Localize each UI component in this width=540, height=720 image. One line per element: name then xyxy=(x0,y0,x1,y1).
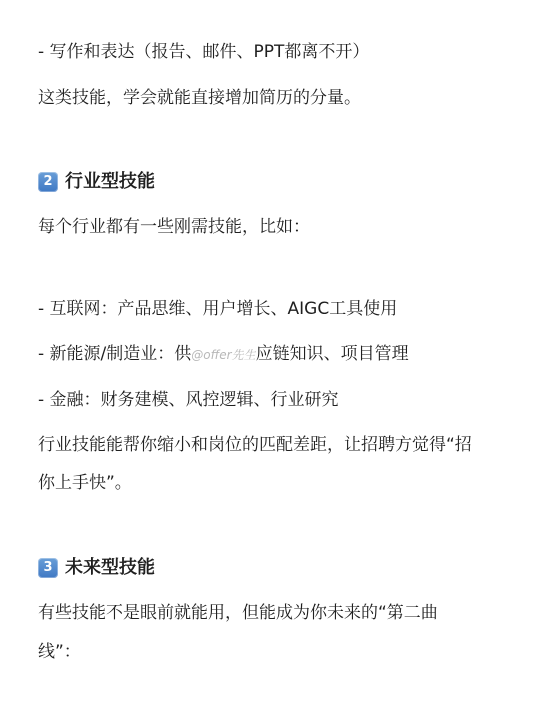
list-item-energy xyxy=(38,342,508,367)
future-paragraph-line-1: 有些技能不是眼前就能用，但能成为你未来的“第二曲 xyxy=(38,603,438,623)
list-item-finance: - 金融：财务建模、风控逻辑、行业研究 xyxy=(38,390,339,410)
paragraph-line-2: 你上手快”。 xyxy=(38,473,132,493)
number-3-icon: 3 xyxy=(38,558,58,578)
section-heading-industry xyxy=(38,170,155,194)
paragraph-line-1: 行业技能能帮你缩小和岗位的匹配差距，让招聘方觉得“招 xyxy=(38,435,472,455)
future-paragraph-line-2: 线”： xyxy=(38,642,81,662)
section-heading-future xyxy=(38,556,155,580)
summary-text: 这类技能，学会就能直接增加简历的分量。 xyxy=(38,88,361,108)
section-title: 行业型技能 xyxy=(65,171,155,192)
list-item-internet: - 互联网：产品思维、用户增长、AIGC工具使用 xyxy=(38,299,398,319)
list-item-energy-part1: - 新能源/制造业：供 xyxy=(38,344,192,364)
section-title: 未来型技能 xyxy=(65,557,155,578)
watermark-text: @offer先生 xyxy=(191,348,256,362)
list-item-energy-part2: 应链知识、项目管理 xyxy=(255,344,409,364)
number-2-icon: 2 xyxy=(38,172,58,192)
list-item-writing: - 写作和表达（报告、邮件、PPT都离不开） xyxy=(38,42,370,62)
intro-text: 每个行业都有一些刚需技能，比如： xyxy=(38,217,310,237)
